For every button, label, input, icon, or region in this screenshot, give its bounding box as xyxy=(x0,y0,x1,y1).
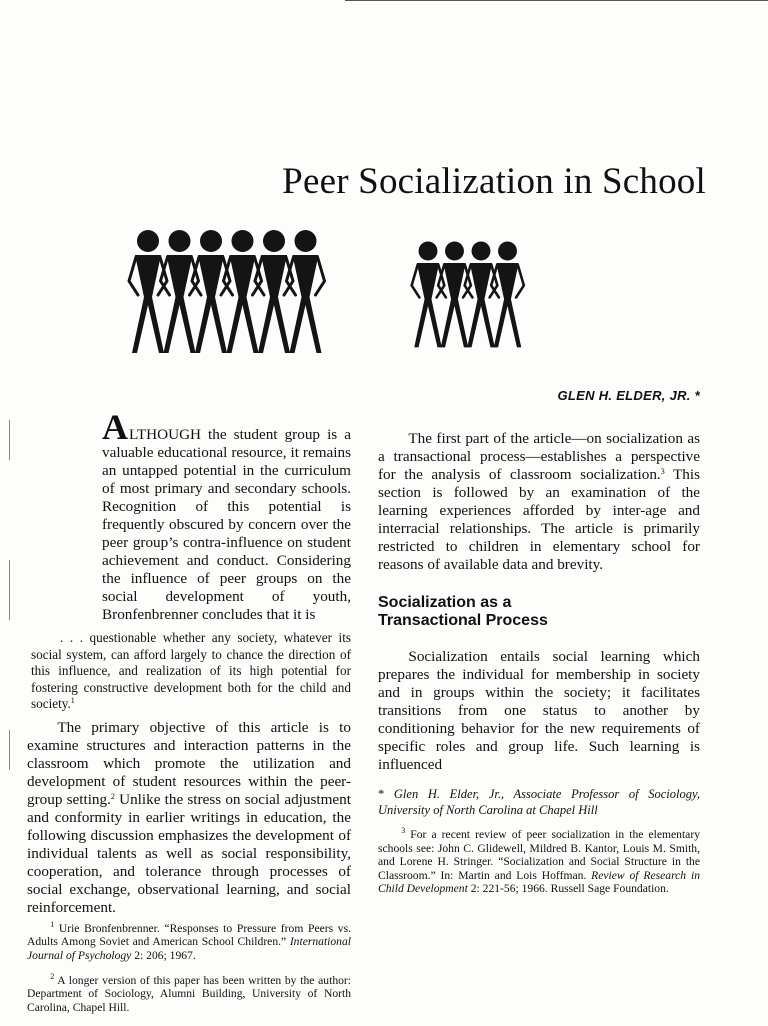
person-figure xyxy=(129,230,167,353)
footnote-number: 2 xyxy=(50,971,55,981)
person-figure xyxy=(255,230,293,353)
person-figure xyxy=(224,230,262,353)
footnote-ref: 1 xyxy=(70,696,75,705)
margin-mark xyxy=(9,560,10,620)
article-title: Peer Socialization in School xyxy=(282,161,706,202)
quote-text: . . . questionable whether any society, whatever its social system, can afford largely to chance the direction of this influence, and realization of its high potential for fostering constructive development both for the child and society. xyxy=(31,630,351,711)
footnote-ref: 3 xyxy=(660,467,665,476)
intro-paragraph xyxy=(27,407,351,624)
author-note-text: Glen H. Elder, Jr., Associate Professor of Sociology, University of North Carolina at Chapel Hill xyxy=(378,787,700,817)
section-heading-line: Socialization as a xyxy=(378,594,512,611)
para2-text-b: Unlike the stress on social adjustment and conformity in earlier writings in education, the following discussion emphasizes the development of individual talents as well as social responsibility, cooperation, and tolerance through processes of social exchange, observational learning, and social reinforcement. xyxy=(27,790,351,916)
drop-cap: A xyxy=(102,407,128,447)
right-column xyxy=(378,430,700,896)
section-heading-line: Transactional Process xyxy=(378,612,548,629)
person-figure xyxy=(491,242,524,348)
body-paragraph: Socialization entails social learning which prepares the individual for membership in society and in groups within the society; it facilitates transitions from one status to another by conditioning behavior for the new requirements of specific roles and group life. Such learning is influenced xyxy=(378,648,700,773)
footnote-text: A longer version of this paper has been written by the author: Department of Sociology, Alumni Building, University of North Carolina, Chapel Hill. xyxy=(27,973,351,1014)
body-paragraph xyxy=(27,719,351,917)
para3-text-b: This section is followed by an examination of the learning experiences afforded by inter-age and interracial relationships. The article is primarily restricted to children in elementary school for reasons of available data and brevity. xyxy=(378,466,700,573)
footnote-text: Urie Bronfenbrenner. “Responses to Pressure from Peers vs. Adults Among Soviet and American School Children.” xyxy=(27,921,351,949)
section-heading xyxy=(378,594,700,630)
footnote xyxy=(378,828,700,896)
block-quote xyxy=(27,630,351,713)
footnote-ref: 2 xyxy=(110,791,115,801)
footnote xyxy=(27,971,351,1015)
left-footnotes xyxy=(27,910,351,1026)
footnote xyxy=(27,919,351,963)
person-figure xyxy=(161,230,199,353)
footnote-text: For a recent review of peer socialization in the elementary schools see: John C. Glidewell, Mildred B. Kantor, Louis M. Smith, and Lorene H. Stringer. “Socialization and Social Structure in the Classroom.” In: Martin and Lois Hoffman. xyxy=(378,828,700,882)
author-note xyxy=(378,786,700,818)
footnote-tail: 2: 206; 1967. xyxy=(131,948,196,962)
para3-text-a: The first part of the article—on socialization as a transactional process—establishes a perspective for the analysis of classroom socialization. xyxy=(378,430,700,483)
margin-mark xyxy=(9,730,10,770)
person-figure xyxy=(465,242,498,348)
footnote-journal: International Journal of Psychology xyxy=(27,935,351,962)
person-figure xyxy=(287,230,325,353)
person-figure xyxy=(412,242,445,348)
person-figure xyxy=(192,230,230,353)
footnote-number: 3 xyxy=(401,826,406,835)
person-figure xyxy=(438,242,471,348)
left-column xyxy=(27,407,351,917)
people-illustration xyxy=(0,0,768,360)
intro-text: LTHOUGH the student group is a valuable educational resource, it remains an untapped potential in the curriculum of most primary and secondary schools. Recognition of this potential is frequently obscured by concern over the peer group’s contra-influence on student achievement and conduct. Considering the influence of peer groups on the social development of youth, Bronfenbrenner concludes that it is xyxy=(102,426,351,623)
footnote-journal: Review of Research in Child Development xyxy=(378,868,700,895)
footnote-number: 1 xyxy=(50,919,55,929)
body-paragraph xyxy=(378,430,700,574)
margin-mark xyxy=(9,420,10,460)
author-note-symbol: * xyxy=(378,787,385,801)
author-byline: GLEN H. ELDER, JR. * xyxy=(557,388,700,403)
footnote-tail: 2: 221-56; 1966. Russell Sage Foundation. xyxy=(467,882,669,895)
para2-text-a: The primary objective of this article is to examine structures and interaction patterns in the classroom which promote the utilization and development of student resources within the peer-group setting. xyxy=(27,718,351,808)
